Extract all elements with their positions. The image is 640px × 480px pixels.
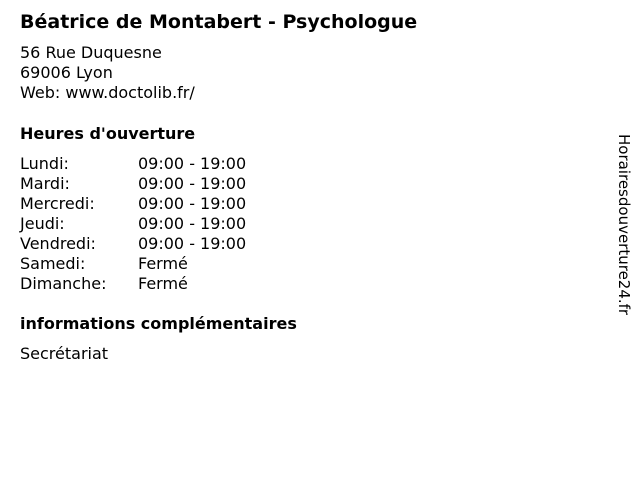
- day-label: Dimanche:: [20, 274, 107, 293]
- day-label: Mercredi:: [20, 194, 95, 213]
- additional-info-heading: informations complémentaires: [20, 314, 297, 333]
- day-label: Lundi:: [20, 154, 69, 173]
- day-label: Vendredi:: [20, 234, 96, 253]
- hours-value: 09:00 - 19:00: [138, 194, 247, 213]
- day-label: Mardi:: [20, 174, 70, 193]
- hours-value: 09:00 - 19:00: [138, 234, 247, 253]
- address-block: [20, 43, 195, 103]
- hours-value: Fermé: [138, 254, 188, 273]
- address-street: 56 Rue Duquesne: [20, 43, 162, 62]
- day-label: Samedi:: [20, 254, 86, 273]
- hours-value: Fermé: [138, 274, 188, 293]
- day-label: Jeudi:: [20, 214, 65, 233]
- hours-value: 09:00 - 19:00: [138, 214, 247, 233]
- opening-hours-heading: Heures d'ouverture: [20, 124, 196, 143]
- site-watermark: Horairesdouverture24.fr: [615, 134, 633, 316]
- page-title: Béatrice de Montabert - Psychologue: [20, 11, 418, 33]
- hours-value: 09:00 - 19:00: [138, 154, 247, 173]
- address-city: 69006 Lyon: [20, 63, 113, 82]
- address-web: Web: www.doctolib.fr/: [20, 83, 195, 102]
- hours-value: 09:00 - 19:00: [138, 174, 247, 193]
- additional-info-text: Secrétariat: [20, 344, 109, 363]
